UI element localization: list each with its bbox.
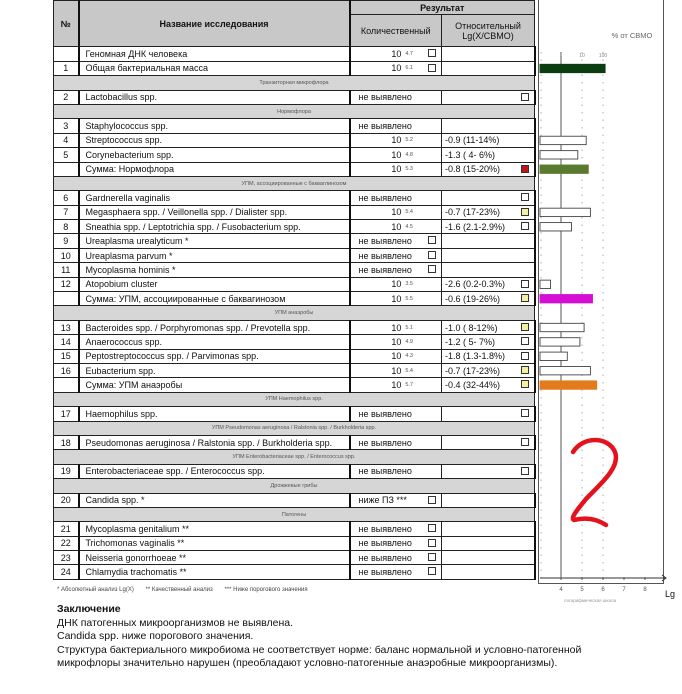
status-indicator[interactable] bbox=[521, 165, 529, 173]
chart-title: % от СВМО bbox=[611, 31, 653, 40]
row-number: 11 bbox=[54, 263, 79, 277]
quantitative-text: не выявлено bbox=[358, 236, 412, 247]
group-header-row bbox=[54, 306, 535, 320]
quantitative-text: не выявлено bbox=[358, 552, 412, 563]
table-row bbox=[54, 277, 535, 291]
quantitative-text: не выявлено bbox=[358, 121, 412, 132]
test-name: Mycoplasma hominis * bbox=[79, 263, 350, 277]
group-header-row bbox=[54, 450, 535, 464]
table-row bbox=[54, 464, 535, 478]
quantitative-cell bbox=[350, 536, 442, 550]
relative-cell bbox=[442, 61, 535, 75]
table-row bbox=[54, 205, 535, 219]
chart-panel bbox=[538, 0, 664, 584]
group-label: Нормофлора bbox=[54, 104, 535, 118]
relative-cell bbox=[442, 407, 535, 421]
table-row bbox=[54, 133, 535, 147]
status-indicator[interactable] bbox=[521, 352, 529, 360]
table-row bbox=[54, 119, 535, 133]
test-name: Haemophilus spp. bbox=[79, 407, 350, 421]
table-row bbox=[54, 565, 535, 579]
table-row bbox=[54, 220, 535, 234]
quantitative-exponent: 5.4 bbox=[405, 209, 413, 216]
test-name: Lactobacillus spp. bbox=[79, 90, 350, 104]
quantitative-cell bbox=[350, 148, 442, 162]
test-name: Candida spp. * bbox=[79, 493, 350, 507]
checkbox[interactable] bbox=[428, 251, 436, 259]
quantitative-cell bbox=[350, 407, 442, 421]
quantitative-text: не выявлено bbox=[358, 264, 412, 275]
quantitative-exponent: 5.5 bbox=[405, 295, 413, 302]
group-header-row bbox=[54, 104, 535, 118]
table-row bbox=[54, 335, 535, 349]
quantitative-cell bbox=[350, 277, 442, 291]
x-axis-label: логарифмическая шкала bbox=[563, 598, 617, 603]
quantitative-cell bbox=[350, 363, 442, 377]
quantitative-text: не выявлено bbox=[358, 250, 412, 261]
status-indicator[interactable] bbox=[521, 280, 529, 288]
conclusion-line: Структура бактериального микробиома не соответствует норме: баланс нормальной и условно-патогенной bbox=[57, 643, 582, 656]
table-row bbox=[54, 191, 535, 205]
test-name: Геномная ДНК человека bbox=[79, 47, 350, 61]
relative-cell bbox=[442, 162, 535, 176]
header-relative bbox=[442, 15, 535, 47]
relative-cell bbox=[442, 435, 535, 449]
quantitative-exponent: 4.8 bbox=[405, 151, 413, 158]
checkbox[interactable] bbox=[428, 567, 436, 575]
quantitative-cell bbox=[350, 263, 442, 277]
quantitative-base: 10 bbox=[391, 365, 402, 376]
quantitative-base: 10 bbox=[391, 207, 402, 218]
row-number bbox=[54, 47, 79, 61]
test-name: Megasphaera spp. / Veillonella spp. / Dialister spp. bbox=[79, 205, 350, 219]
relative-cell bbox=[442, 320, 535, 334]
relative-cell bbox=[442, 191, 535, 205]
group-label: Патогены bbox=[54, 507, 535, 521]
table-row bbox=[54, 378, 535, 392]
table-row bbox=[54, 234, 535, 248]
row-number: 22 bbox=[54, 536, 79, 550]
relative-cell bbox=[442, 90, 535, 104]
test-name: Staphylococcus spp. bbox=[79, 119, 350, 133]
conclusion bbox=[57, 603, 581, 671]
results-table bbox=[53, 0, 536, 580]
relative-cell bbox=[442, 292, 535, 306]
quantitative-text: не выявлено bbox=[358, 192, 412, 203]
quantitative-exponent: 5.3 bbox=[405, 166, 413, 173]
group-label: Транзиторная микрофлора bbox=[54, 76, 535, 90]
checkbox[interactable] bbox=[428, 265, 436, 273]
group-header-row bbox=[54, 176, 535, 190]
header-relative-line2: Lg(X/CBMO) bbox=[462, 30, 514, 41]
group-header-row bbox=[54, 479, 535, 493]
quantitative-base: 10 bbox=[391, 63, 402, 74]
status-indicator[interactable] bbox=[521, 438, 529, 446]
relative-cell bbox=[442, 205, 535, 219]
quantitative-exponent: 4.5 bbox=[405, 223, 413, 230]
status-indicator[interactable] bbox=[521, 208, 529, 216]
quantitative-cell bbox=[350, 47, 442, 61]
x-tick-label: 4 bbox=[559, 587, 563, 593]
x-tick-label: 5 bbox=[580, 587, 584, 593]
row-number: 13 bbox=[54, 320, 79, 334]
relative-cell bbox=[442, 335, 535, 349]
group-header-row bbox=[54, 392, 535, 406]
quantitative-cell bbox=[350, 133, 442, 147]
test-name: Corynebacterium spp. bbox=[79, 148, 350, 162]
status-indicator[interactable] bbox=[521, 366, 529, 374]
quantitative-exponent: 4.9 bbox=[405, 338, 413, 345]
status-indicator[interactable] bbox=[521, 93, 529, 101]
relative-cell bbox=[442, 234, 535, 248]
relative-cell bbox=[442, 565, 535, 579]
x-tick-label: 6 bbox=[601, 587, 605, 593]
quantitative-cell bbox=[350, 349, 442, 363]
conclusion-line: Candida spp. ниже порогового значения. bbox=[57, 630, 254, 642]
relative-value: -0.6 (19-26%) bbox=[445, 293, 501, 304]
test-name: Enterobacteriaceae spp. / Enterococcus spp. bbox=[79, 464, 350, 478]
group-label: Дрожжевые грибы bbox=[54, 479, 535, 493]
row-number bbox=[54, 292, 79, 306]
quantitative-cell bbox=[350, 191, 442, 205]
row-number: 15 bbox=[54, 349, 79, 363]
test-name: Mycoplasma genitalium ** bbox=[79, 522, 350, 536]
relative-cell bbox=[442, 263, 535, 277]
quantitative-cell bbox=[350, 119, 442, 133]
footnote-3: *** Ниже порогового значения bbox=[224, 587, 308, 593]
group-label: УПМ Haemophilus spp. bbox=[54, 392, 535, 406]
quantitative-base: 10 bbox=[391, 351, 402, 362]
quantitative-exponent: 5.1 bbox=[405, 324, 413, 331]
relative-cell bbox=[442, 464, 535, 478]
table-row bbox=[54, 248, 535, 262]
status-indicator[interactable] bbox=[521, 222, 529, 230]
quantitative-base: 10 bbox=[391, 279, 402, 290]
table-row bbox=[54, 407, 535, 421]
test-name: Eubacterium spp. bbox=[79, 363, 350, 377]
quantitative-base: 10 bbox=[391, 164, 402, 175]
quantitative-text: ниже ПЗ *** bbox=[358, 495, 407, 506]
checkbox[interactable] bbox=[428, 553, 436, 561]
test-name: Streptococcus spp. bbox=[79, 133, 350, 147]
footnotes bbox=[57, 587, 318, 593]
quantitative-base: 10 bbox=[391, 149, 402, 160]
test-name: Сумма: УПМ, ассоциированные с баквагинозом bbox=[79, 292, 350, 306]
conclusion-title: Заключение bbox=[57, 603, 121, 615]
header-relative-line1: Относительный bbox=[455, 20, 521, 31]
quantitative-text: не выявлено bbox=[358, 523, 412, 534]
row-number bbox=[54, 378, 79, 392]
row-number: 14 bbox=[54, 335, 79, 349]
quantitative-cell bbox=[350, 234, 442, 248]
quantitative-cell bbox=[350, 435, 442, 449]
quantitative-exponent: 3.5 bbox=[405, 281, 413, 288]
conclusion-line: микрофлоры значительно нарушен (преобладают условно-патогенные анаэробные микроорганизмы). bbox=[57, 657, 558, 669]
status-indicator[interactable] bbox=[521, 323, 529, 331]
relative-value: -1.8 (1.3-1.8%) bbox=[445, 351, 506, 362]
relative-value: -0.9 (11-14%) bbox=[445, 135, 500, 146]
relative-cell bbox=[442, 277, 535, 291]
quantitative-exponent: 6.1 bbox=[405, 65, 413, 72]
quantitative-cell bbox=[350, 61, 442, 75]
row-number: 19 bbox=[54, 464, 79, 478]
test-name: Сумма: Нормофлора bbox=[79, 162, 350, 176]
quantitative-cell bbox=[350, 522, 442, 536]
test-name: Ureaplasma parvum * bbox=[79, 248, 350, 262]
row-number: 1 bbox=[54, 61, 79, 75]
relative-value: -1.3 ( 4- 6%) bbox=[445, 149, 496, 160]
relative-cell bbox=[442, 493, 535, 507]
table-row bbox=[54, 90, 535, 104]
row-number bbox=[54, 162, 79, 176]
row-number: 7 bbox=[54, 205, 79, 219]
x-axis-unit: Lg bbox=[664, 589, 676, 599]
quantitative-cell bbox=[350, 464, 442, 478]
quantitative-cell bbox=[350, 493, 442, 507]
relative-value: -1.2 ( 5- 7%) bbox=[445, 336, 496, 347]
quantitative-cell bbox=[350, 551, 442, 565]
quantitative-text: не выявлено bbox=[358, 567, 412, 578]
relative-value: -0.7 (17-23%) bbox=[445, 207, 501, 218]
relative-cell bbox=[442, 522, 535, 536]
checkbox[interactable] bbox=[428, 524, 436, 532]
table-row bbox=[54, 47, 535, 61]
top-tick-label: 10 bbox=[579, 53, 585, 59]
quantitative-base: 10 bbox=[391, 49, 402, 60]
footnote-1: * Абсолютный анализ Lg(X) bbox=[57, 587, 134, 593]
quantitative-text: не выявлено bbox=[358, 466, 412, 477]
quantitative-base: 10 bbox=[391, 336, 402, 347]
quantitative-base: 10 bbox=[391, 135, 402, 146]
row-number: 24 bbox=[54, 565, 79, 579]
quantitative-cell bbox=[350, 220, 442, 234]
top-tick-label: 100 bbox=[598, 53, 608, 59]
quantitative-text: не выявлено bbox=[358, 408, 412, 419]
table-row bbox=[54, 263, 535, 277]
relative-cell bbox=[442, 378, 535, 392]
status-indicator[interactable] bbox=[521, 337, 529, 345]
quantitative-cell bbox=[350, 565, 442, 579]
footnote-2: ** Качественный анализ bbox=[145, 587, 213, 593]
test-name: Сумма: УПМ анаэробы bbox=[79, 378, 350, 392]
checkbox[interactable] bbox=[428, 236, 436, 244]
quantitative-exponent: 5.4 bbox=[405, 367, 413, 374]
group-label: УПМ Pseudomonas aeruginosa / Ralstonia spp. / Burkholderia spp. bbox=[54, 421, 535, 435]
row-number: 12 bbox=[54, 277, 79, 291]
relative-cell bbox=[442, 133, 535, 147]
quantitative-base: 10 bbox=[391, 293, 402, 304]
relative-cell bbox=[442, 536, 535, 550]
table-row bbox=[54, 162, 535, 176]
relative-value: -1.6 (2.1-2.9%) bbox=[445, 221, 506, 232]
table-row bbox=[54, 61, 535, 75]
table-row bbox=[54, 148, 535, 162]
quantitative-cell bbox=[350, 162, 442, 176]
quantitative-text: не выявлено bbox=[358, 538, 412, 549]
group-label: УПМ Enterobacteriaceae spp. / Enterococcus spp. bbox=[54, 450, 535, 464]
row-number: 6 bbox=[54, 191, 79, 205]
table-row bbox=[54, 551, 535, 565]
row-number: 4 bbox=[54, 133, 79, 147]
conclusion-line: ДНК патогенных микроорганизмов не выявлена. bbox=[57, 616, 294, 629]
quantitative-base: 10 bbox=[391, 221, 402, 232]
status-indicator[interactable] bbox=[521, 467, 529, 475]
test-name: Sneathia spp. / Leptotrichia spp. / Fusobacterium spp. bbox=[79, 220, 350, 234]
quantitative-cell bbox=[350, 292, 442, 306]
row-number: 3 bbox=[54, 119, 79, 133]
test-name: Bacteroides spp. / Porphyromonas spp. / Prevotella spp. bbox=[79, 320, 350, 334]
group-header-row bbox=[54, 76, 535, 90]
test-name: Anaerococcus spp. bbox=[79, 335, 350, 349]
status-indicator[interactable] bbox=[521, 294, 529, 302]
quantitative-text: не выявлено bbox=[358, 437, 412, 448]
row-number: 5 bbox=[54, 148, 79, 162]
test-name: Gardnerella vaginalis bbox=[79, 191, 350, 205]
status-indicator[interactable] bbox=[521, 380, 529, 388]
quantitative-cell bbox=[350, 248, 442, 262]
quantitative-cell bbox=[350, 205, 442, 219]
header-quantitative: Количественный bbox=[350, 15, 442, 47]
checkbox[interactable] bbox=[428, 49, 436, 57]
row-number: 2 bbox=[54, 90, 79, 104]
quantitative-base: 10 bbox=[391, 322, 402, 333]
row-number: 18 bbox=[54, 435, 79, 449]
table-row bbox=[54, 320, 535, 334]
row-number: 9 bbox=[54, 234, 79, 248]
group-header-row bbox=[54, 507, 535, 521]
x-tick-label: 8 bbox=[643, 587, 647, 593]
relative-cell bbox=[442, 349, 535, 363]
row-number: 8 bbox=[54, 220, 79, 234]
row-number: 21 bbox=[54, 522, 79, 536]
header-name: Название исследования bbox=[79, 1, 350, 47]
relative-cell bbox=[442, 148, 535, 162]
quantitative-exponent: 5.7 bbox=[405, 382, 413, 389]
test-name: Pseudomonas aeruginosa / Ralstonia spp. / Burkholderia spp. bbox=[79, 435, 350, 449]
row-number: 20 bbox=[54, 493, 79, 507]
table-row bbox=[54, 493, 535, 507]
group-label: УПМ анаэробы bbox=[54, 306, 535, 320]
top-tick-label: 1 bbox=[559, 53, 563, 59]
test-name: Peptostreptococcus spp. / Parvimonas spp. bbox=[79, 349, 350, 363]
row-number: 23 bbox=[54, 551, 79, 565]
status-indicator[interactable] bbox=[521, 193, 529, 201]
relative-value: -2.6 (0.2-0.3%) bbox=[445, 279, 506, 290]
relative-cell bbox=[442, 248, 535, 262]
table-row bbox=[54, 292, 535, 306]
relative-cell bbox=[442, 220, 535, 234]
relative-cell bbox=[442, 119, 535, 133]
quantitative-text: не выявлено bbox=[358, 92, 412, 103]
relative-value: -1.0 ( 8-12%) bbox=[445, 322, 498, 333]
relative-value: -0.8 (15-20%) bbox=[445, 164, 501, 175]
table-row bbox=[54, 349, 535, 363]
status-indicator[interactable] bbox=[521, 409, 529, 417]
quantitative-cell bbox=[350, 378, 442, 392]
quantitative-cell bbox=[350, 90, 442, 104]
test-name: Общая бактериальная масса bbox=[79, 61, 350, 75]
x-tick-label: 7 bbox=[622, 587, 626, 593]
row-number: 17 bbox=[54, 407, 79, 421]
header-num: № bbox=[54, 1, 79, 47]
relative-value: -0.7 (17-23%) bbox=[445, 365, 501, 376]
group-header-row bbox=[54, 421, 535, 435]
table-row bbox=[54, 536, 535, 550]
quantitative-cell bbox=[350, 320, 442, 334]
table-row bbox=[54, 522, 535, 536]
relative-cell bbox=[442, 363, 535, 377]
checkbox[interactable] bbox=[428, 539, 436, 547]
row-number: 16 bbox=[54, 363, 79, 377]
test-name: Atopobium cluster bbox=[79, 277, 350, 291]
checkbox[interactable] bbox=[428, 64, 436, 72]
row-number: 10 bbox=[54, 248, 79, 262]
test-name: Chlamydia trachomatis ** bbox=[79, 565, 350, 579]
header-result: Результат bbox=[350, 1, 535, 15]
test-name: Ureaplasma urealyticum * bbox=[79, 234, 350, 248]
relative-cell bbox=[442, 551, 535, 565]
relative-value: -0.4 (32-44%) bbox=[445, 380, 501, 391]
checkbox[interactable] bbox=[428, 496, 436, 504]
table-row bbox=[54, 435, 535, 449]
group-label: УПМ, ассоциированные с бакваглинозом bbox=[54, 176, 535, 190]
quantitative-base: 10 bbox=[391, 380, 402, 391]
test-name: Trichomonas vaginalis ** bbox=[79, 536, 350, 550]
quantitative-exponent: 5.2 bbox=[405, 137, 413, 144]
quantitative-exponent: 4.7 bbox=[405, 51, 413, 58]
test-name: Neisseria gonorrhoeae ** bbox=[79, 551, 350, 565]
quantitative-cell bbox=[350, 335, 442, 349]
table-row bbox=[54, 363, 535, 377]
relative-cell bbox=[442, 47, 535, 61]
quantitative-exponent: 4.3 bbox=[405, 353, 413, 360]
